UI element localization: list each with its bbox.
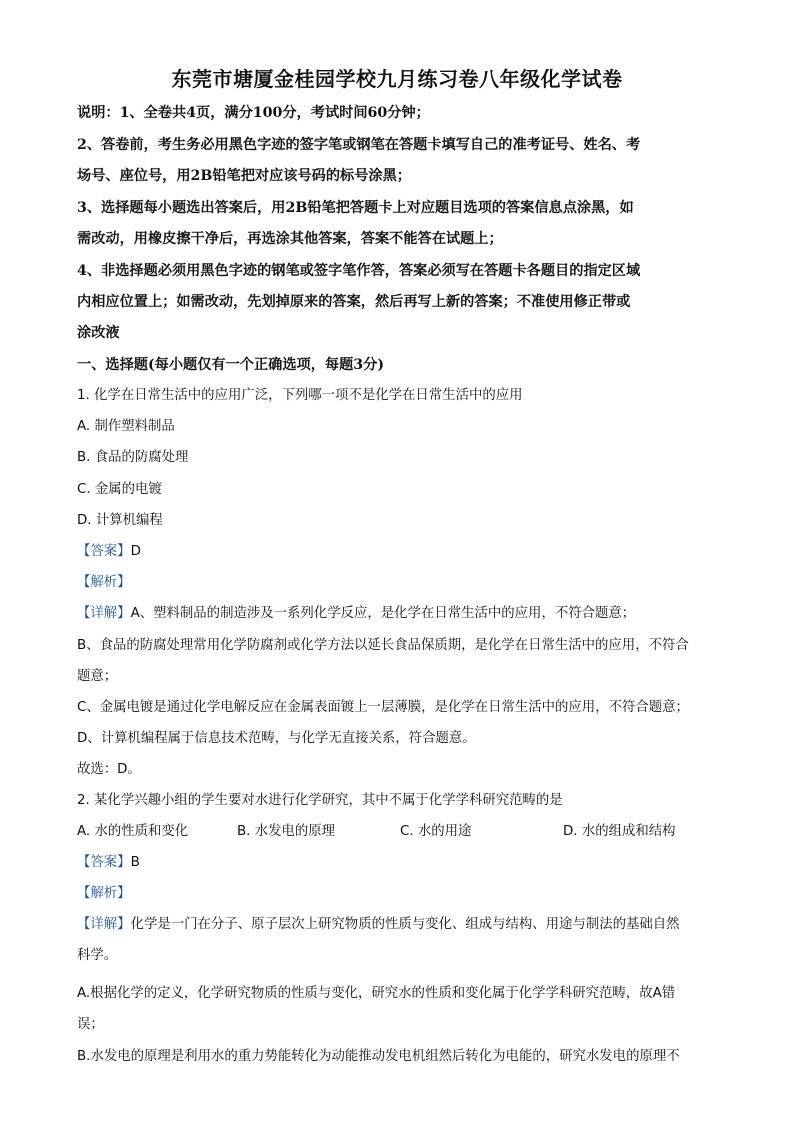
question-1-option-c: C. 金属的电镀 [77, 482, 162, 497]
instruction-line-3: 场号、座位号，用2B铅笔把对应该号码的标号涂黑； [77, 168, 411, 184]
detail-text: 化学是一门在分子、原子层次上研究物质的性质与变化、组成与结构、用途与制法的基础自然 [130, 917, 680, 932]
question-2-detail-line-4: 误； [77, 1017, 104, 1032]
question-1-detail-line-1 [77, 604, 635, 624]
detail-tag: 【详解】 [77, 917, 131, 932]
question-1-detail-line-3: 题意； [77, 669, 118, 684]
answer-tag: 【答案】 [77, 544, 131, 559]
question-1-answer [77, 542, 141, 562]
question-1-detail-line-2: B、食品的防腐处理常用化学防腐剂或化学方法以延长食品保质期，是化学在日常生活中的应用，不符合 [77, 638, 689, 653]
question-2-answer [77, 853, 140, 873]
question-1-analysis-tag: 【解析】 [77, 575, 131, 590]
question-1-option-d: D. 计算机编程 [77, 513, 163, 528]
answer-value: B [130, 855, 140, 870]
detail-text: A、塑料制品的制造涉及一系列化学反应，是化学在日常生活中的应用，不符合题意； [130, 606, 636, 621]
instruction-line-4: 3、选择题每小题选出答案后，用2B铅笔把答题卡上对应题目选项的答案信息点涂黑，如 [77, 200, 634, 216]
question-2-analysis-tag: 【解析】 [77, 886, 131, 901]
instruction-line-7: 内相应位置上；如需改动，先划掉原来的答案，然后再写上新的答案；不准使用修正带或 [77, 294, 631, 310]
section-heading: 一、选择题(每小题仅有一个正确选项，每题3分) [77, 357, 385, 373]
question-2-detail-line-1 [77, 915, 680, 935]
instruction-line-8: 涂改液 [77, 325, 120, 341]
question-1-option-b: B. 食品的防腐处理 [77, 450, 189, 465]
question-2-option-a: A. 水的性质和变化 [77, 824, 189, 839]
instruction-line-6: 4、非选择题必须用黑色字迹的钢笔或签字笔作答，答案必须写在答题卡各题目的指定区域 [77, 263, 641, 279]
question-2-option-c: C. 水的用途 [400, 824, 472, 839]
question-2-detail-line-5: B.水发电的原理是利用水的重力势能转化为动能推动发电机组然后转化为电能的，研究水发电的原理不 [77, 1049, 680, 1064]
answer-value: D [130, 544, 141, 559]
answer-tag: 【答案】 [77, 855, 131, 870]
question-1-detail-line-5: D、计算机编程属于信息技术范畴，与化学无直接关系，符合题意。 [77, 731, 476, 746]
question-2-stem: 2. 某化学兴趣小组的学生要对水进行化学研究，其中不属于化学学科研究范畴的是 [77, 793, 563, 808]
question-2-detail-line-3: A.根据化学的定义，化学研究物质的性质与变化，研究水的性质和变化属于化学学科研究范畴，故A错 [77, 986, 676, 1001]
page-title: 东莞市塘厦金桂园学校九月练习卷八年级化学试卷 [171, 67, 623, 91]
question-1-stem: 1. 化学在日常生活中的应用广泛，下列哪一项不是化学在日常生活中的应用 [77, 388, 523, 403]
question-1-conclusion: 故选：D。 [77, 762, 141, 777]
question-1-option-a: A. 制作塑料制品 [77, 419, 175, 434]
question-2-detail-line-2: 科学。 [77, 948, 118, 963]
instruction-line-2: 2、答卷前，考生务必用黑色字迹的签字笔或钢笔在答题卡填写自己的准考证号、姓名、考 [77, 137, 641, 153]
question-1-detail-line-4: C、金属电镀是通过化学电解反应在金属表面镀上一层薄膜，是化学在日常生活中的应用，不符合题意； [77, 700, 689, 715]
instruction-line-1: 说明：1、全卷共4页，满分100分，考试时间60分钟； [77, 105, 430, 121]
instruction-line-5: 需改动，用橡皮擦干净后，再选涂其他答案，答案不能答在试题上； [77, 231, 503, 247]
question-2-option-d: D. 水的组成和结构 [563, 824, 676, 839]
detail-tag: 【详解】 [77, 606, 131, 621]
question-2-option-b: B. 水发电的原理 [237, 824, 336, 839]
